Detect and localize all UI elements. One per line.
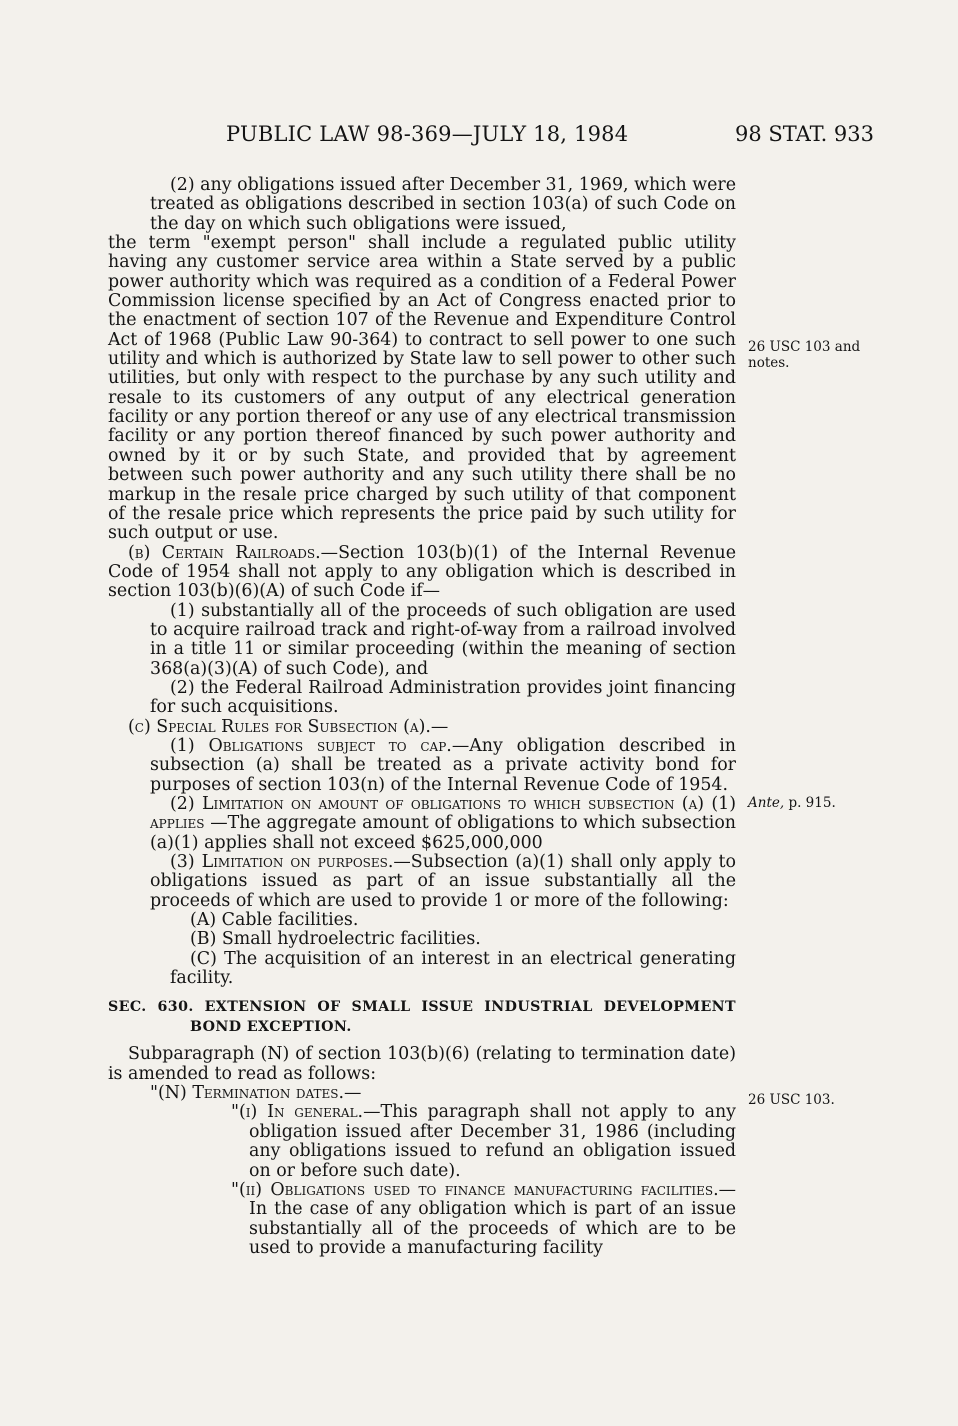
subsection-b-heading: (b) Certain Railroads. — [128, 542, 321, 563]
subparagraph-cC: (C) The acquisition of an interest in an electrical generating facility. — [170, 948, 736, 989]
paragraph-c1-text: —Any obligation described in subsection (a) shall be treated as a private activity bond for purposes of section 103(n) of the Internal Revenue Code of 1954. — [150, 735, 736, 795]
paragraph-c1-heading: (1) Obligations subject to cap. — [170, 735, 452, 756]
paragraph-c3-heading: (3) Limitation on purposes. — [170, 852, 394, 873]
paragraph-a2-text: (2) any obligations issued after December 31, 1969, which were treated as obligations described in section 103(a) of such Code on the day on which such obligations were issued, — [150, 175, 736, 234]
subsection-c-heading — [108, 718, 736, 737]
clause-n-ii-heading: "(ii) Obligations used to finance manufacturing facilities. — [231, 1179, 719, 1200]
page-header — [108, 122, 874, 152]
subsection-b-text: —Section 103(b)(1) of the Internal Revenue Code of 1954 shall not apply to any obligation which is described in section 103(b)(6)(A) of such Code if— — [108, 542, 737, 602]
subsection-b — [108, 544, 736, 602]
margin-note-line-1: 26 USC 103 and — [748, 339, 861, 355]
paragraph-b2: (2) the Federal Railroad Administration provides joint financing for such acquisitions. — [150, 677, 736, 718]
clause-n-i-heading: "(i) In general. — [231, 1102, 364, 1123]
subparagraph-n-heading-text: "(N) Termination dates.— — [150, 1083, 362, 1104]
paragraph-c2 — [108, 795, 736, 853]
margin-note-ante: Ante, — [748, 795, 785, 811]
paragraph-c2-text: —The aggregate amount of obligations to which subsection (a)(1) applies shall not exceed $625,000,000 — [150, 813, 736, 853]
margin-note-usc-103-text: 26 USC 103. — [748, 1092, 835, 1108]
section-630-heading: SEC. 630. EXTENSION OF SMALL ISSUE INDUSTRIAL DEVELOPMENT BOND EXCEPTION. — [108, 999, 736, 1035]
law-title: PUBLIC LAW 98-369—JULY 18, 1984 — [226, 122, 629, 146]
clause-n-i — [108, 1103, 736, 1180]
subparagraph-n-heading — [108, 1084, 736, 1103]
subparagraph-cA: (A) Cable facilities. — [190, 910, 359, 931]
statute-reference: 98 STAT. 933 — [734, 122, 874, 146]
margin-note-ante-915 — [748, 795, 836, 811]
section-630-text: Subparagraph (N) of section 103(b)(6) (relating to termination date) is amended to read as follows: — [108, 1044, 736, 1084]
paragraph-c2-heading: (2) Limitation on amount of obligations to which subsection (a) (1) applies — [150, 794, 736, 834]
paragraph-a2 — [108, 176, 736, 234]
clause-n-ii — [108, 1181, 736, 1258]
paragraph-b1: (1) substantially all of the proceeds of such obligation are used to acquire railroad track and right-of-way from a railroad involved in a title 11 or similar proceeding (within the meaning of section 368(a)(3)(A) of such Code), and — [150, 600, 736, 679]
margin-note-usc-103 — [748, 1092, 835, 1108]
subsection-c-heading-text: (c) Special Rules for Subsection (a).— — [128, 716, 449, 737]
statute-body — [108, 176, 736, 1258]
paragraph-c3-text: —Subsection (a)(1) shall only apply to obligations issued as part of an issue substantially all the proceeds of which are used to provide 1 or more of the following: — [150, 852, 736, 911]
paragraph-c3 — [108, 853, 736, 911]
clause-n-ii-text: —In the case of any obligation which is part of an issue substantially all of the proceeds of which are to be used to provide a manufacturing facility — [249, 1179, 736, 1258]
margin-note-page: p. 915. — [784, 795, 836, 811]
margin-note-line-2: notes. — [748, 355, 790, 371]
paragraph-exempt-person: the term "exempt person" shall include a regulated public utility having any customer service area within a State served by a public power authority which was required as a condition of a Federal Power Commission license specified by an Act of Congress enacted prior to the enactment of section 107 of the Revenue and Expenditure Control Act of 1968 (Public Law 90-364) to contract to sell power to one such utility and which is authorized by State law to sell power to other such utilities, but only with respect to the purchase by any such utility and resale to its customers of any output of any electrical generation facility or any portion thereof or any use of any electrical transmission facility or any portion thereof financed by such power authority and owned by it or by such State, and provided that by agreement between such power authority and any such utility there shall be no markup in the resale price charged by such utility of that component of the resale price which represents the price paid by such utility for such output or use. — [108, 233, 736, 544]
clause-n-i-text: —This paragraph shall not apply to any obligation issued after December 31, 1986 (including any obligations issued to refund an obligation issued on or before such date). — [249, 1102, 736, 1181]
subparagraph-cB: (B) Small hydroelectric facilities. — [190, 929, 481, 950]
paragraph-c1 — [108, 737, 736, 795]
margin-note-usc-103-notes — [748, 339, 860, 371]
